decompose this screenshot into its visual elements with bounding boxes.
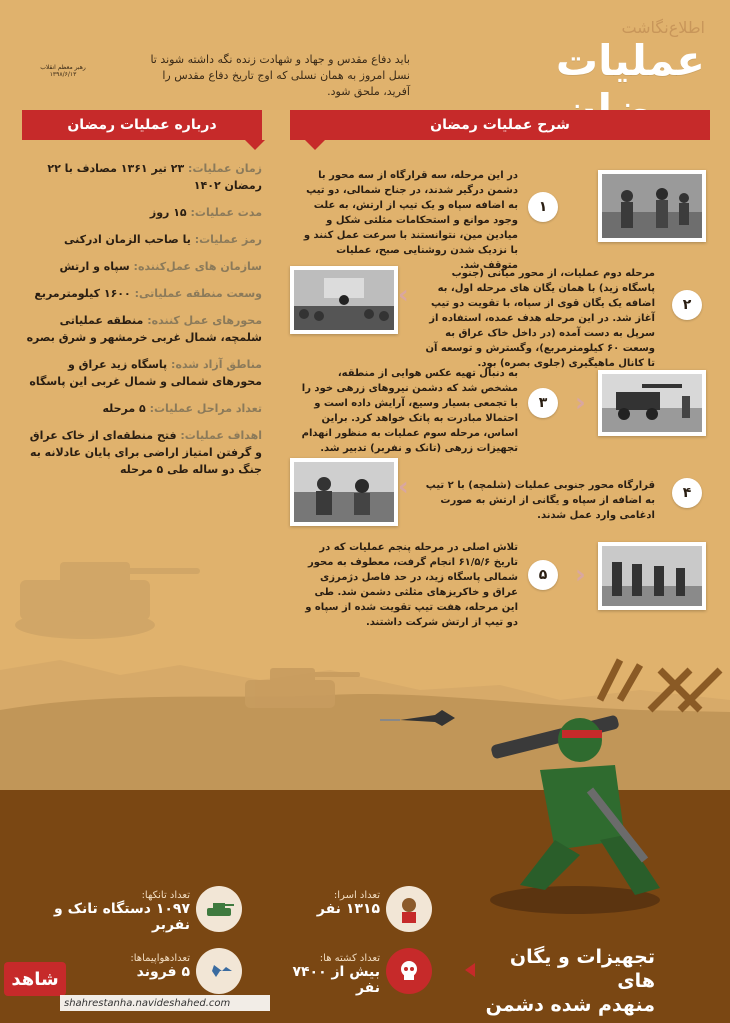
step-3-number: ۳ xyxy=(528,388,558,418)
phases-heading: شرح عملیات رمضان xyxy=(430,117,570,133)
step-5-number: ۵ xyxy=(528,560,558,590)
intro-quote: باید دفاع مقدس و جهاد و شهادت زنده نگه داشته شوند تا نسل امروز به همان نسلی که اوج تاریخ دفاع مقدس را آفرید، ملحق شود. xyxy=(150,53,410,98)
phases-banner xyxy=(290,110,710,140)
step-2-text: مرحله دوم عملیات، از محور میانی (جنوب پاسگاه زید) با همان یگان های مرحله اول، به اضافه یک یگان قوی از سپاه، با تقویت دو تیپ آغاز شد. در این مرحله هدف عمده، استفاده از سرپل به دست آمده (در داخل خاک عراق به وسعت ۶۰ کیلومترمربع)، وگسترش و توسعه آن تا کانال ماهیگیری (جلوی بصره) بود. xyxy=(425,268,655,369)
stat-prisoners: تعداد اسرا: ۱۳۱۵ نفر xyxy=(316,890,380,917)
fact-item: سازمان های عمل‌کننده: سپاه و ارتش xyxy=(59,260,262,273)
step-1-photo xyxy=(598,170,706,242)
step-4-chevron: ‹ xyxy=(398,472,409,502)
step-4-text: قرارگاه محور جنوبی عملیات (شلمچه) با ۲ تیپ به اضافه از سپاه و یگانی از ارتش به صورت ادغامی وارد عمل شدند. xyxy=(425,480,655,521)
signature: رهبر معظم انقلاب ۱۳۹۸/۶/۱۳ xyxy=(40,64,86,78)
about-banner xyxy=(22,110,262,140)
step-1-text: در این مرحله، سه قرارگاه از سه محور با دشمن درگیر شدند، در جناح شمالی، دو تیپ به اضافه سپاه و یک تیپ از ارتش، به علت وجود موانع و استحکامات مثلثی شکل و میادین مین، نتوانستند با سرعت عمل کنند و با نزدیک شدن روشنایی صبح، عملیات متوقف شد. xyxy=(303,170,518,271)
step-4-photo xyxy=(290,458,398,526)
fact-item: مدت عملیات: ۱۵ روز xyxy=(149,206,262,219)
fact-item: زمان عملیات: ۲۳ تیر ۱۳۶۱ مصادف با ۲۲ رمضان ۱۴۰۲ xyxy=(47,162,262,192)
stat-killed: تعداد کشته ها: بیش از ۷۴۰۰ نفر xyxy=(292,953,380,996)
skull-icon xyxy=(386,948,432,994)
step-2-chevron: ‹ xyxy=(398,280,409,310)
stat-tanks: تعداد تانکها: ۱۰۹۷ دستگاه تانک و نفربر xyxy=(54,890,190,933)
summary-title-line2: منهدم شده دشمن xyxy=(485,994,655,1016)
step-2-photo xyxy=(290,266,398,334)
fact-item: اهداف عملیات: فتح منطقه‌ای از خاک عراق و گرفتن امتیاز اراضی برای پایان عادلانه به جنگ دو ساله طی ۵ مرحله xyxy=(29,429,262,476)
step-5-text: تلاش اصلی در مرحله پنجم عملیات که در تاریخ ۶۱/۵/۶ انجام گرفت، معطوف به محور شمالی پاسگاه زید، در حد فاصل دژمرزی عراق و خاکریزهای مثلثی دشمن شد. طی این مرحله، هفت تیپ تقویت شده از سپاه و دو تیپ از ارتش شرکت داشتند. xyxy=(305,542,518,628)
step-4-number: ۴ xyxy=(672,478,702,508)
fact-item: مناطق آزاد شده: پاسگاه زید عراق و محورهای شمالی و شمال غربی این پاسگاه xyxy=(29,358,262,388)
step-5-photo xyxy=(598,542,706,610)
fact-item: تعداد مراحل عملیات: ۵ مرحله xyxy=(102,402,262,415)
step-2-number: ۲ xyxy=(672,290,702,320)
tank-icon xyxy=(196,886,242,932)
facts-list xyxy=(22,160,262,478)
step-5-chevron: › xyxy=(575,560,586,590)
summary-arrow xyxy=(465,963,475,977)
fact-item: وسعت منطقه عملیاتی: ۱۶۰۰ کیلومترمربع xyxy=(34,287,262,300)
plane-icon xyxy=(196,948,242,994)
logo: شاهد xyxy=(4,962,66,996)
page-title: عملیات xyxy=(555,36,705,85)
stat-planes: تعدادهواپیماها: ۵ فروند xyxy=(130,953,190,980)
prisoner-icon xyxy=(386,886,432,932)
kicker-label: اطلاع‌نگاشت xyxy=(621,18,705,37)
footer-url[interactable]: shahrestanha.navideshahed.com xyxy=(60,995,270,1011)
about-heading: درباره عملیات رمضان xyxy=(67,117,217,133)
fact-item: رمز عملیات: یا صاحب الزمان ادرکنی xyxy=(63,233,262,246)
step-1-number: ۱ xyxy=(528,192,558,222)
soldier-illustration xyxy=(380,690,690,920)
phases-banner-tip xyxy=(305,140,325,150)
about-banner-tip xyxy=(245,140,265,150)
step-3-photo xyxy=(598,370,706,436)
fact-item: محورهای عمل کننده: منطقه عملیاتی شلمچه، شمال غربی خرمشهر و شرق بصره xyxy=(26,314,262,344)
summary-title xyxy=(480,945,655,1017)
step-3-chevron: › xyxy=(575,388,586,418)
step-3-text: به دنبال تهیه عکس هوایی از منطقه، مشخص شد که دشمن نیروهای زرهی خود را با تجمعی بسیار وسیع، آرایش داده است و احتمالا مبادرت به پاتک خواهد کرد. براین اساس، مرحله سوم عملیات به منظور انهدام تجهیزات زرهی (تانک و نفربر) تدبیر شد. xyxy=(301,368,518,454)
summary-title-line1: تجهیزات و یگان های xyxy=(509,946,655,992)
